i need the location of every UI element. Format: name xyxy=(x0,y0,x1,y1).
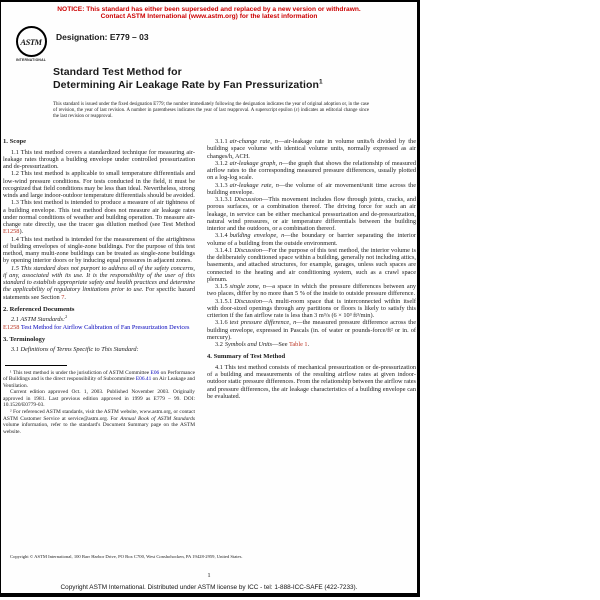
footnote-separator xyxy=(5,365,67,366)
paragraph-1-1: 1.1 This test method covers a standardized technique for measuring air-leakage rates through a building envelope under controlled pressurization and de-pressurization. xyxy=(3,148,195,170)
link-table-1[interactable]: Table 1 xyxy=(288,341,308,348)
paragraph-1-3: 1.3 This test method is intended to produce a measure of air tightness of a building envelope. This test method does not measure air leakage rates under normal conditions of weather and building operation. To measure air-change rate directly, use the tracer gas dilution method (see Test Method E1258). xyxy=(3,199,195,236)
definition-3-1-5: 3.1.5 single zone, n—a space in which the pressure differences between any two places, differ by no more than 5 % of the inside to outside pressure difference. xyxy=(207,283,416,298)
astm-logo-text: ASTM xyxy=(20,36,42,47)
link-section-7[interactable]: 7 xyxy=(61,293,65,301)
astm-logo-subtext: INTERNATIONAL xyxy=(15,58,47,62)
right-column xyxy=(207,138,416,552)
left-column xyxy=(3,138,195,552)
link-committee-e06[interactable]: E06 xyxy=(150,369,160,376)
link-subcommittee-e06-41[interactable]: E06.41 xyxy=(135,376,152,383)
document-title xyxy=(53,66,323,91)
footnote-1: ¹ This test method is under the jurisdiction of ASTM Committee E06 on Performance of Buildings and is the direct responsibility of Subcommittee E06.41 on Air Leakage and Ventilation. xyxy=(3,369,196,389)
link-e1258-reference[interactable]: E1258 xyxy=(3,323,20,331)
title-footnote-marker: 1 xyxy=(319,78,323,85)
notice-line-2: Contact ASTM International (www.astm.org) for the latest information xyxy=(100,13,318,21)
footnote-1-edition: Current edition approved Oct. 1, 2003. Published November 2003. Originally approved in 1981. Last previous edition approved in 1999 as E779 – 99. DOI: 10.1520/E0779-03. xyxy=(3,389,195,409)
section-1-heading: 1. Scope xyxy=(3,138,27,145)
discussion-3-1-3-1: 3.1.3.1 Discussion—This movement includes flow through joints, cracks, and porous surfaces, or a combination thereof. The driving force for such an air leakage, in service can be either mechanical pressurization and de-pressurization, natural wind pressures, or air temperature differentials between the building interior and the outdoors, or a combination thereof. xyxy=(207,196,416,232)
discussion-3-1-5-1: 3.1.5.1 Discussion—A multi-room space that is interconnected within itself with door-sized openings through any partitions or floors is likely to satisfy this criterion if the fan airflow rate is less than 3 m³/s (6 × 10³ ft³/min). xyxy=(207,297,416,319)
paragraph-4-1: 4.1 This test method consists of mechanical pressurization or de-pressurization of a building and measurements of the resulting airflow rates at given indoor-outdoor static pressure differences. From the relationship between the airflow rates and pressure differences, the air leakage characteristics of a building envelope can be evaluated. xyxy=(207,363,416,400)
issue-note: This standard is issued under the fixed designation E779; the number immediately following the designation indicates the year of original adoption or, in the case of revision, the year of last revision. A number in parentheses indicates the year of last reapproval. A superscript epsilon (ε) indicates an editorial change since the last revision or reapproval. xyxy=(53,102,369,120)
paragraph-1-5: 1.5 This standard does not purport to address all of the safety concerns, if any, associated with its use. It is the responsibility of the user of this standard to establish appropriate safety and health practices and determine the applicability of regulatory limitations prior to use. For specific hazard statements see Section 7. xyxy=(3,264,195,301)
referenced-document-entry xyxy=(3,324,195,331)
footnote-2: ² For referenced ASTM standards, visit the ASTM website, www.astm.org, or contact ASTM Customer Service at service@astm.org. For Annual Book of ASTM Standards volume information, refer to the standard's Document Summary page on the ASTM website. xyxy=(3,409,195,435)
definition-3-1-2: 3.1.2 air-leakage graph, n—the graph that shows the relationship of measured airflow rates to the corresponding measured pressure differences, usually plotted on a log-log scale. xyxy=(207,159,416,182)
astm-logo-icon xyxy=(16,26,47,57)
section-4-heading: 4. Summary of Test Method xyxy=(207,353,286,361)
definition-3-1-4: 3.1.4 building envelope, n—the boundary or barrier separating the interior volume of a building from the outside environment. xyxy=(207,232,416,247)
link-e1258-title[interactable]: Test Method for Airflow Calibration of Fan Pressurization Devices xyxy=(19,323,190,331)
notice-line-1: NOTICE: This standard has either been superseded and replaced by a new version or withdrawn. xyxy=(57,6,361,13)
page-number: 1 xyxy=(207,572,211,579)
link-e1258-inline[interactable]: E1258 xyxy=(3,228,20,236)
paragraph-3-1: 3.1 Definitions of Terms Specific to This Standard: xyxy=(11,346,139,354)
definition-3-1-6: 3.1.6 test pressure difference, n—the measured pressure difference across the building envelope, expressed in Pascals (in. of water or pounds-force/ft² or in. of mercury). xyxy=(207,319,416,341)
icc-license-line: Copyright ASTM International. Distributed under ASTM license by ICC - tel: 1-888-ICC-SAFE (422-7233). xyxy=(60,584,358,591)
paragraph-1-2: 1.2 This test method is applicable to small temperature differentials and low-wind pressure conditions. For tests conducted in the field, it must be recognized that field conditions may be less than ideal. Nevertheless, strong winds and large indoor-outdoor temperature differentials should be avoided. xyxy=(3,170,195,199)
title-line-1: Standard Test Method for xyxy=(53,66,182,78)
designation-label: Designation: E779 – 03 xyxy=(56,32,149,42)
discussion-3-1-4-1: 3.1.4.1 Discussion—For the purpose of this test method, the interior volume is the deliberately conditioned space within a building, generally not including attics, basements, and attached structures, for example, garages, unless such spaces are connected to the heating and air conditioning system, such as a crawl space plenum. xyxy=(207,246,416,283)
footnote-2-marker: 2 xyxy=(65,314,68,320)
body-columns xyxy=(3,138,416,552)
paragraph-3-2: 3.2 Symbols and Units—See Table 1. xyxy=(215,341,310,348)
section-3-heading: 3. Terminology xyxy=(3,335,46,343)
definition-3-1-1: 3.1.1 air-change rate, n—air-leakage rate in volume units/h divided by the building space volume with identical volume units, normally expressed as air changes/h, ACH. xyxy=(207,138,416,160)
footnotes-block xyxy=(3,370,195,436)
title-line-2: Determining Air Leakage Rate by Fan Pressurization$^1$ xyxy=(53,78,323,91)
astm-copyright-line: Copyright © ASTM International, 100 Barr Harbor Drive, PO Box C700, West Conshohocken, PA 19428-2959, United States. xyxy=(10,554,243,559)
supersession-notice xyxy=(1,6,417,21)
section-2-heading: 2. Referenced Documents xyxy=(3,305,75,313)
paragraph-2-1: 2.1 ASTM Standards:$^2$ xyxy=(11,314,68,324)
astm-logo xyxy=(14,26,48,62)
definition-3-1-3: 3.1.3 air-leakage rate, n—the volume of air movement/unit time across the building envelope. xyxy=(207,181,416,196)
paragraph-1-4: 1.4 This test method is intended for the measurement of the airtightness of building envelopes of single-zone buildings. For the purpose of this test method, many multi-zone buildings can be treated as single-zone buildings by opening interior doors or by inducing equal pressures in adjacent zones. xyxy=(3,235,195,265)
